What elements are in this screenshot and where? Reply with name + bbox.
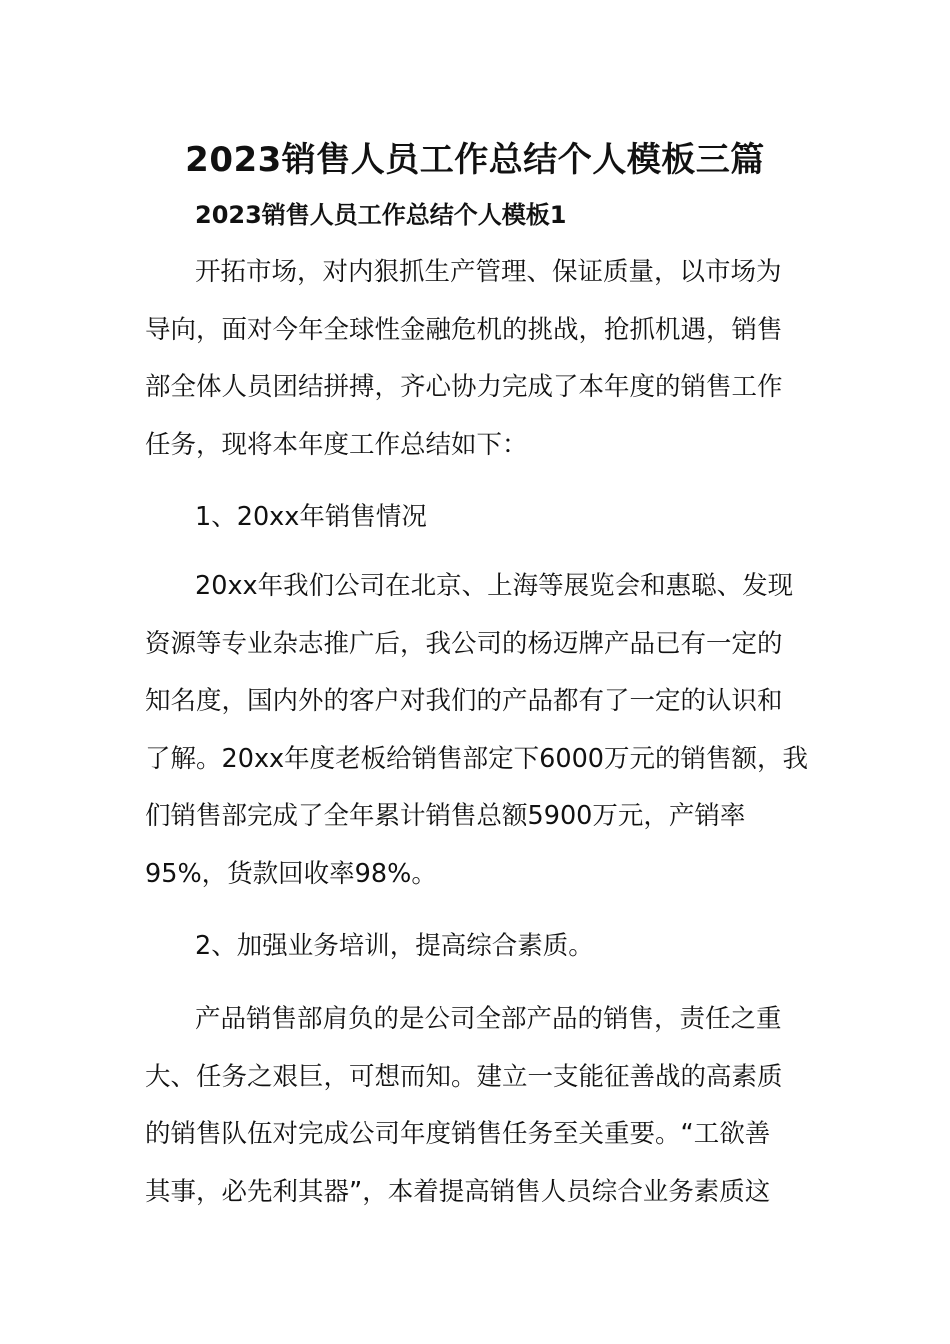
section-heading-training: 2、加强业务培训，提高综合素质。 <box>195 931 594 961</box>
paragraph-line: 20xx年我们公司在北京、上海等展览会和惠聪、发现 <box>195 571 794 601</box>
paragraph-training <box>145 991 810 1221</box>
paragraph-line: 们销售部完成了全年累计销售总额5900万元，产销率 <box>145 801 746 831</box>
document-title: 2023销售人员工作总结个人模板三篇 <box>185 140 765 180</box>
paragraph-line: 知名度，国内外的客户对我们的产品都有了一定的认识和 <box>145 686 783 716</box>
paragraph-line: 了解。20xx年度老板给销售部定下6000万元的销售额，我 <box>145 743 809 774</box>
paragraph-line: 的销售队伍对完成公司年度销售任务至关重要。“工欲善 <box>145 1119 771 1149</box>
paragraph-line: 产品销售部肩负的是公司全部产品的销售，责任之重 <box>195 1004 782 1034</box>
paragraph-line: 资源等专业杂志推广后，我公司的杨迈牌产品已有一定的 <box>145 628 783 659</box>
paragraph-line: 95%，货款回收率98%。 <box>145 858 437 889</box>
paragraph-intro <box>145 244 810 474</box>
paragraph-line: 大、任务之艰巨，可想而知。建立一支能征善战的高素质 <box>145 1061 783 1092</box>
paragraph-line: 任务，现将本年度工作总结如下： <box>145 429 528 460</box>
paragraph-line: 开拓市场，对内狠抓生产管理、保证质量，以市场为 <box>195 257 782 287</box>
section-subtitle: 2023销售人员工作总结个人模板1 <box>195 201 567 229</box>
paragraph-line: 部全体人员团结拼搏，齐心协力完成了本年度的销售工作 <box>145 372 783 402</box>
paragraph-line: 其事，必先利其器”，本着提高销售人员综合业务素质这 <box>145 1176 771 1207</box>
paragraph-line: 导向，面对今年全球性金融危机的挑战，抢抓机遇，销售 <box>145 314 783 345</box>
paragraph-sales <box>145 558 810 903</box>
section-heading-sales: 1、20xx年销售情况 <box>195 502 427 532</box>
